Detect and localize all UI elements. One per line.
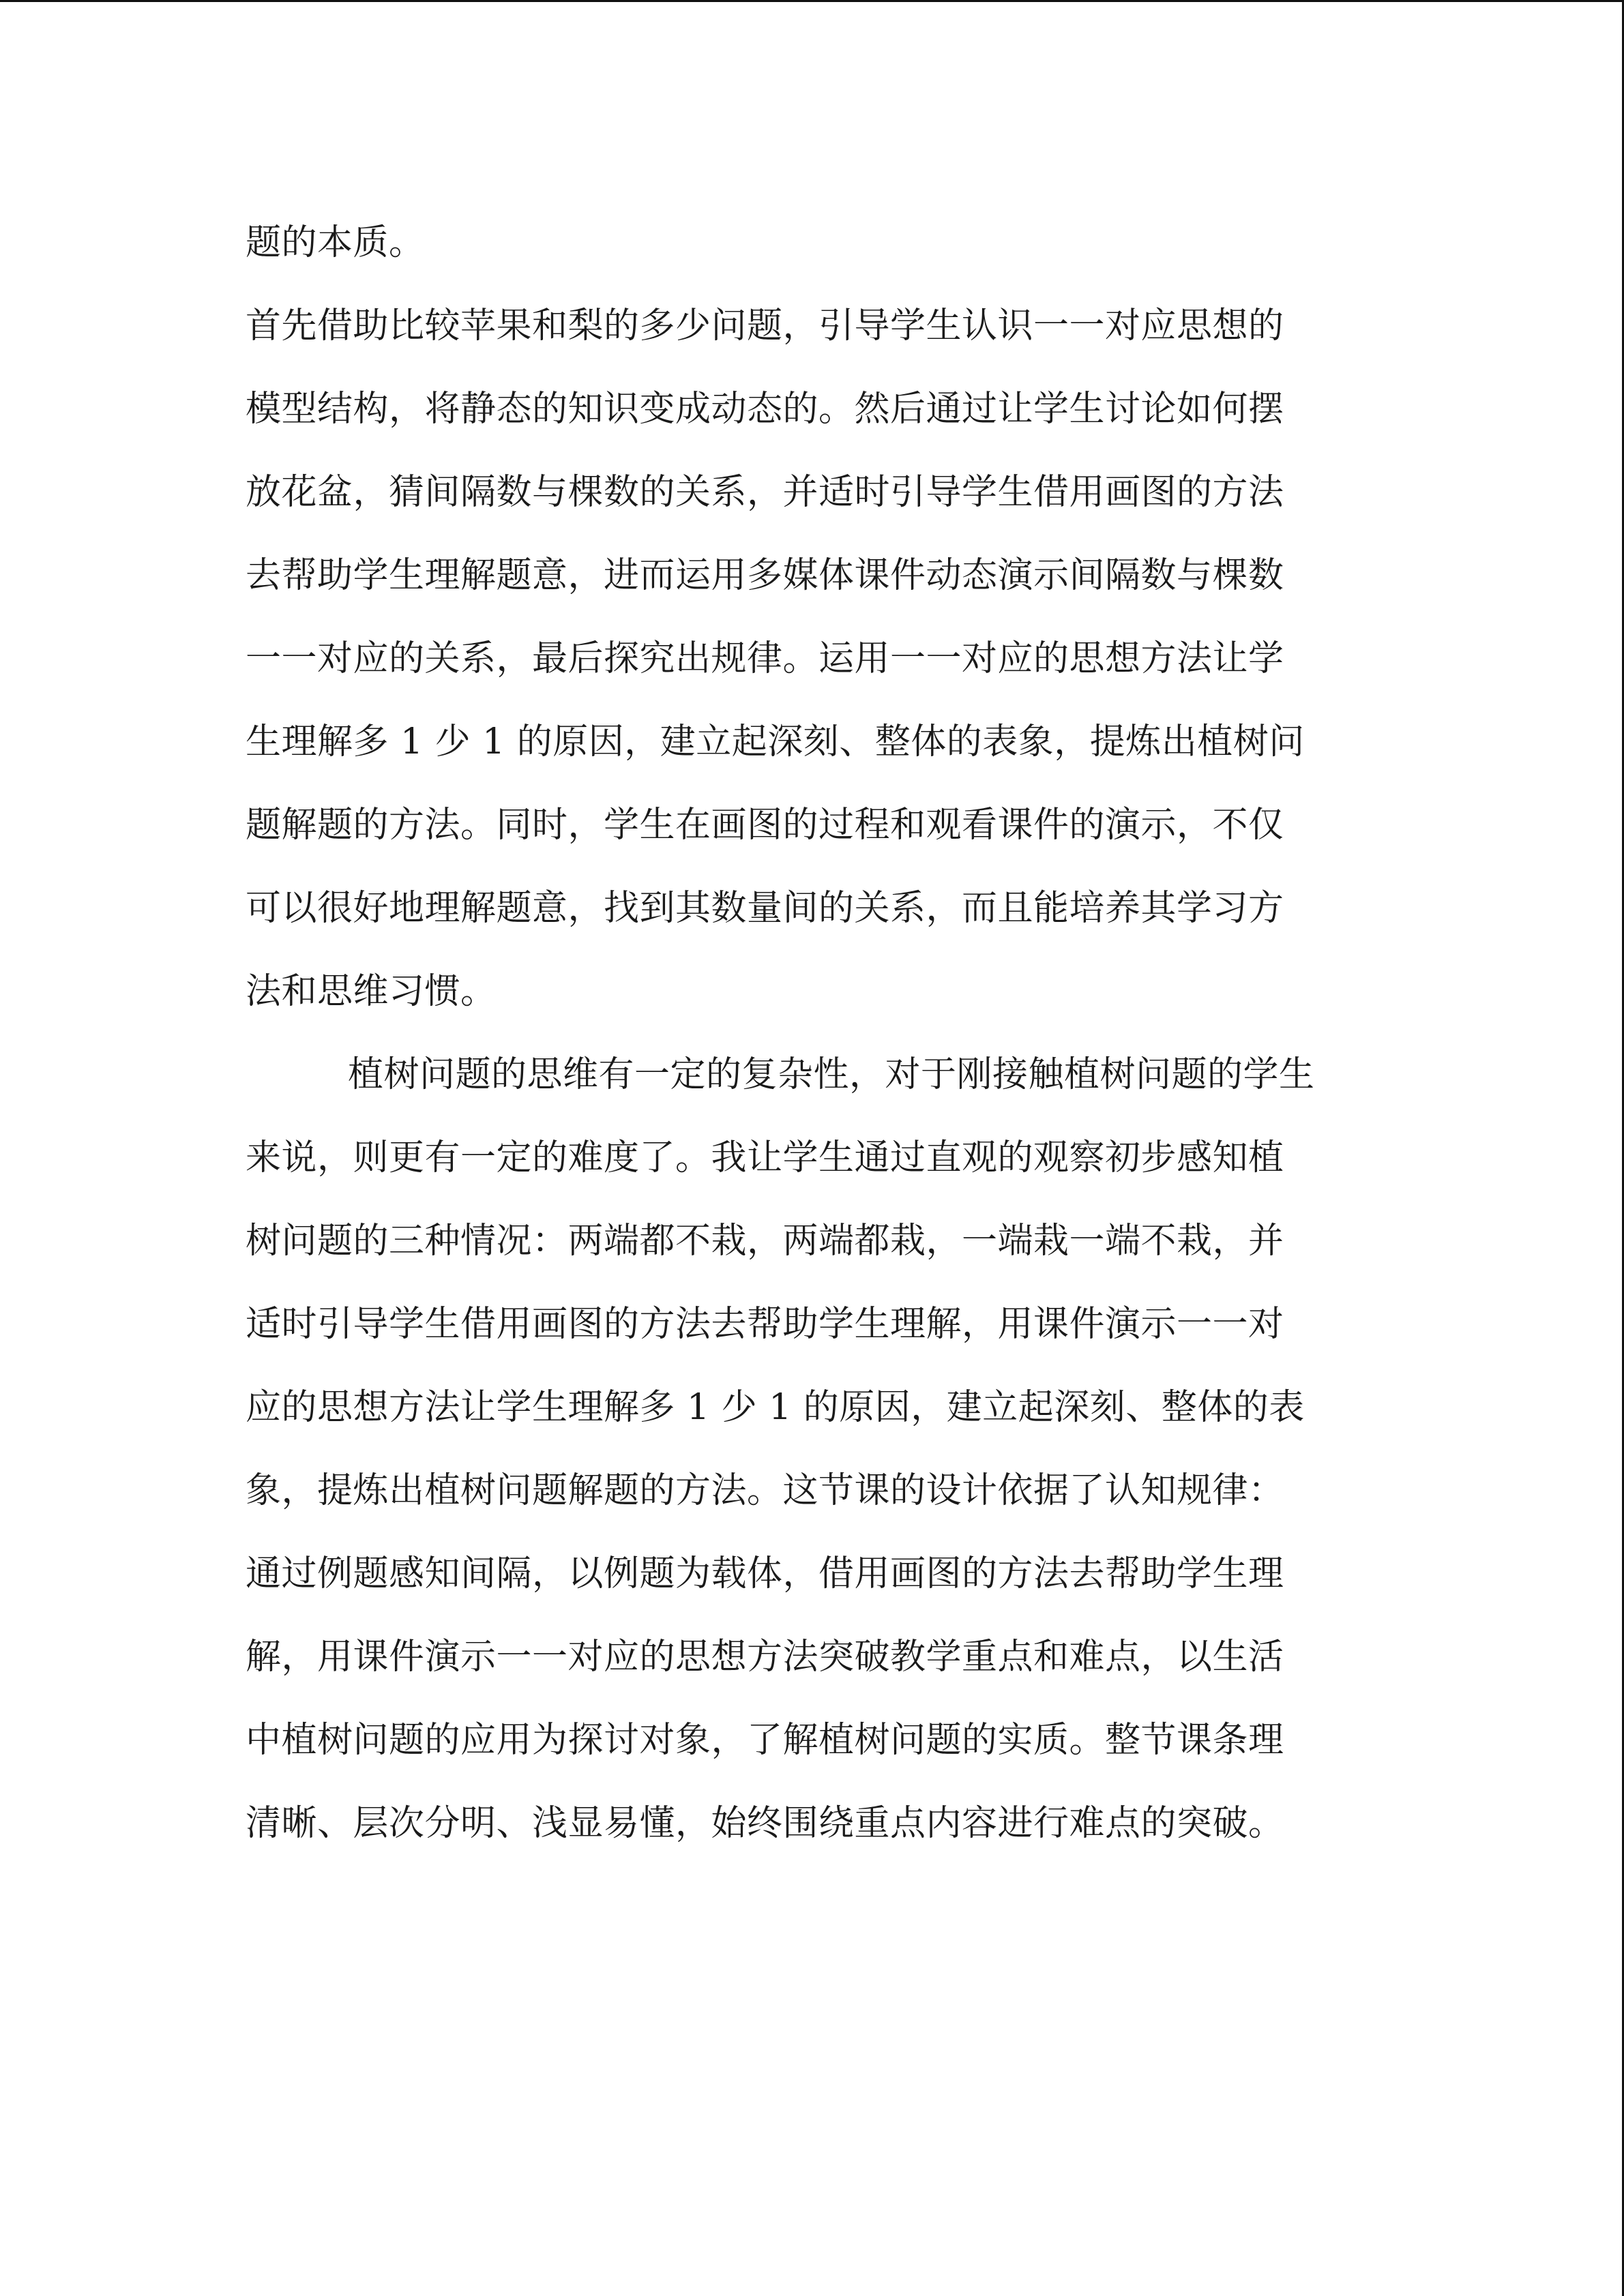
text-line: 法和思维习惯。 [246,971,497,1012]
text-line: 生理解多 1 少 1 的原因，建立起深刻、整体的表象，提炼出植树问 [246,721,1305,762]
text-line: 中植树问题的应用为探讨对象，了解植树问题的实质。整节课条理 [246,1720,1284,1761]
text-line: 应的思想方法让学生理解多 1 少 1 的原因，建立起深刻、整体的表 [246,1387,1305,1428]
text-line: 树问题的三种情况：两端都不栽，两端都栽，一端栽一端不栽，并 [246,1221,1284,1262]
text-line: 通过例题感知间隔，以例题为载体，借用画图的方法去帮助学生理 [246,1553,1284,1594]
text-line: 清晰、层次分明、浅显易懂，始终围绕重点内容进行难点的突破。 [246,1803,1284,1844]
text-line: 一一对应的关系，最后探究出规律。运用一一对应的思想方法让学 [246,638,1284,679]
text-line: 可以很好地理解题意，找到其数量间的关系，而且能培养其学习方 [246,888,1284,929]
text-line: 来说，则更有一定的难度了。我让学生通过直观的观察初步感知植 [246,1137,1284,1178]
paragraph-first-line: 植树问题的思维有一定的复杂性，对于刚接触植树问题的学生 [348,1054,1315,1095]
text-line: 解，用课件演示一一对应的思想方法突破教学重点和难点，以生活 [246,1637,1284,1678]
text-line: 首先借助比较苹果和梨的多少问题，引导学生认识一一对应思想的 [246,305,1284,346]
text-line: 题的本质。 [246,222,425,263]
text-line: 题解题的方法。同时，学生在画图的过程和观看课件的演示，不仅 [246,805,1284,846]
text-line: 适时引导学生借用画图的方法去帮助学生理解，用课件演示一一对 [246,1304,1284,1345]
text-line: 象，提炼出植树问题解题的方法。这节课的设计依据了认知规律： [246,1470,1284,1511]
text-line: 放花盆，猜间隔数与棵数的关系，并适时引导学生借用画图的方法 [246,472,1284,513]
text-line: 模型结构，将静态的知识变成动态的。然后通过让学生讨论如何摆 [246,389,1284,430]
document-body [246,201,1378,1865]
text-line: 去帮助学生理解题意，进而运用多媒体课件动态演示间隔数与棵数 [246,555,1284,596]
